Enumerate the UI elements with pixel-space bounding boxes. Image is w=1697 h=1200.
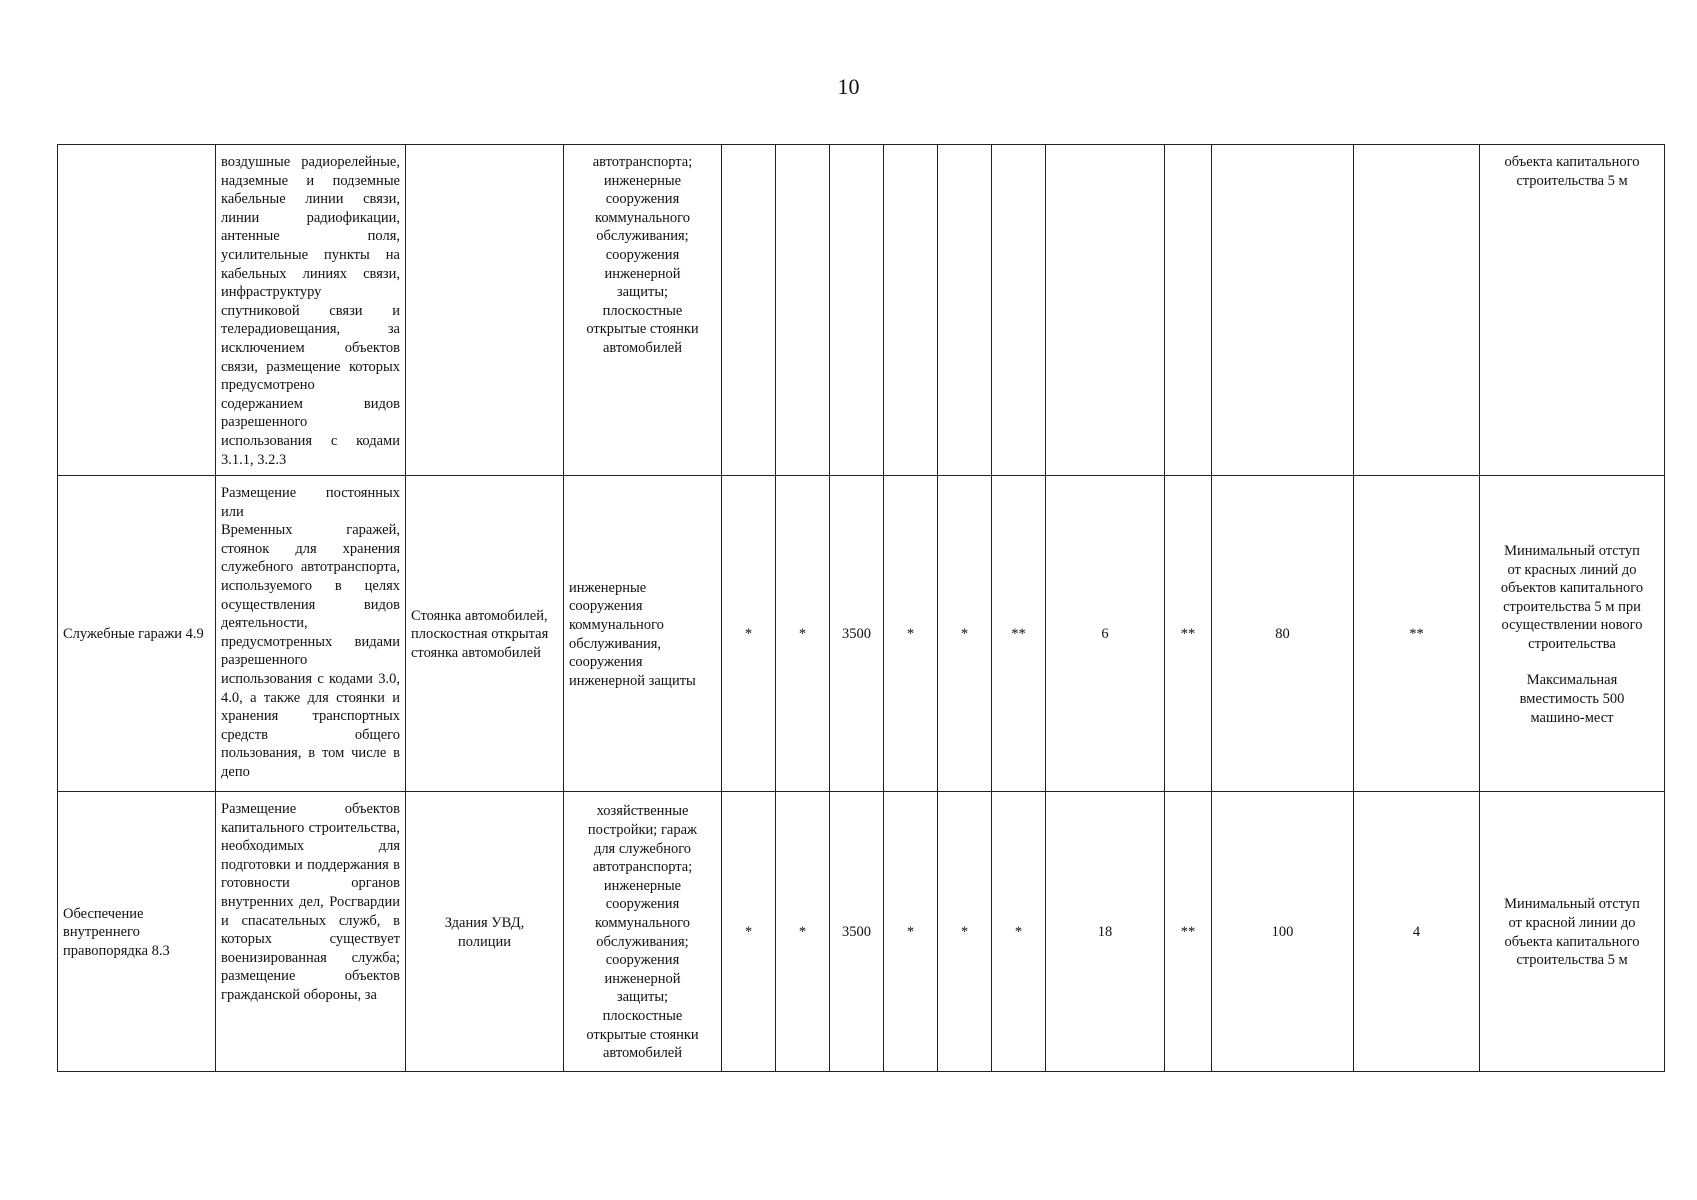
notes-cell [1480,792,1665,1072]
value-cell: ** [1165,476,1212,792]
value-cell: 100 [1212,792,1354,1072]
auxiliary-objects-cell: хозяйственные постройки; гараж для служебного автотранспорта; инженерные сооружения коммунального обслуживания; сооружения инженерной защиты; плоскостные открытые стоянки автомобилей [564,792,722,1072]
value-cell [776,145,830,476]
use-description-cell: воздушные радиорелейные, надземные и подземные кабельные линии связи, линии радиофикации, антенные поля, усилительные пункты на кабельных линиях связи, инфраструктуру спутниковой связи и телерадиовещания, за исключением объектов связи, размещение которых предусмотрено содержанием видов разрешенного использования с кодами 3.1.1, 3.2.3 [216,145,406,476]
value-cell: ** [1165,792,1212,1072]
value-cell [830,145,884,476]
zoning-regulations-table [57,144,1665,1072]
value-cell [722,145,776,476]
table-row [58,476,1665,792]
use-description-cell: Размещение объектов капитального строительства, необходимых для подготовки и поддержания в готовности органов внутренних дел, Росгвардии и спасательных служб, в которых существует военизированная служба; размещение объектов гражданской обороны, за [216,792,406,1072]
use-name-cell: Обеспечение внутреннего правопорядка 8.3 [58,792,216,1072]
value-cell: * [776,792,830,1072]
main-objects-cell: Здания УВД, полиции [406,792,564,1072]
notes-cell [1480,476,1665,792]
table-row [58,145,1665,476]
value-cell: 4 [1354,792,1480,1072]
notes-spacer [1485,653,1659,671]
notes-extra-text: Максимальная вместимость 500 машино-мест [1519,672,1625,726]
value-cell [938,145,992,476]
value-cell: * [992,792,1046,1072]
use-name-cell: Служебные гаражи 4.9 [58,476,216,792]
auxiliary-objects-cell: автотранспорта; инженерные сооружения коммунального обслуживания; сооружения инженерной защиты; плоскостные открытые стоянки автомобилей [564,145,722,476]
value-cell: * [938,476,992,792]
use-name-cell [58,145,216,476]
value-cell: ** [992,476,1046,792]
notes-text: Минимальный отступ от красной линии до объекта капитального строительства 5 м [1504,896,1640,969]
value-cell [1212,145,1354,476]
page-number: 10 [837,74,860,99]
value-cell: 80 [1212,476,1354,792]
value-cell: * [722,792,776,1072]
value-cell [992,145,1046,476]
table-row [58,792,1665,1072]
use-description-cell: Размещение постоянных или Временных гаражей, стоянок для хранения служебного автотранспорта, используемого в целях осуществления видов деятельности, предусмотренных видами разрешенного использования с кодами 3.0, 4.0, а также для стоянки и хранения транспортных средств общего пользования, в том числе в депо [216,476,406,792]
value-cell: ** [1354,476,1480,792]
value-cell [1165,145,1212,476]
notes-cell [1480,145,1665,476]
value-cell [1046,145,1165,476]
value-cell: * [776,476,830,792]
notes-text: объекта капитального строительства 5 м [1504,154,1640,189]
value-cell: * [884,792,938,1072]
main-objects-cell [406,145,564,476]
value-cell: 3500 [830,476,884,792]
value-cell: * [722,476,776,792]
main-objects-cell: Стоянка автомобилей, плоскостная открытая стоянка автомобилей [406,476,564,792]
value-cell: 18 [1046,792,1165,1072]
value-cell: 3500 [830,792,884,1072]
notes-text: Минимальный отступ от красных линий до объектов капитального строительства 5 м при осуществлении нового строительства [1500,542,1644,652]
auxiliary-objects-cell: инженерные сооружения коммунального обслуживания, сооружения инженерной защиты [564,476,722,792]
value-cell [1354,145,1480,476]
value-cell: 6 [1046,476,1165,792]
value-cell: * [884,476,938,792]
value-cell [884,145,938,476]
value-cell: * [938,792,992,1072]
